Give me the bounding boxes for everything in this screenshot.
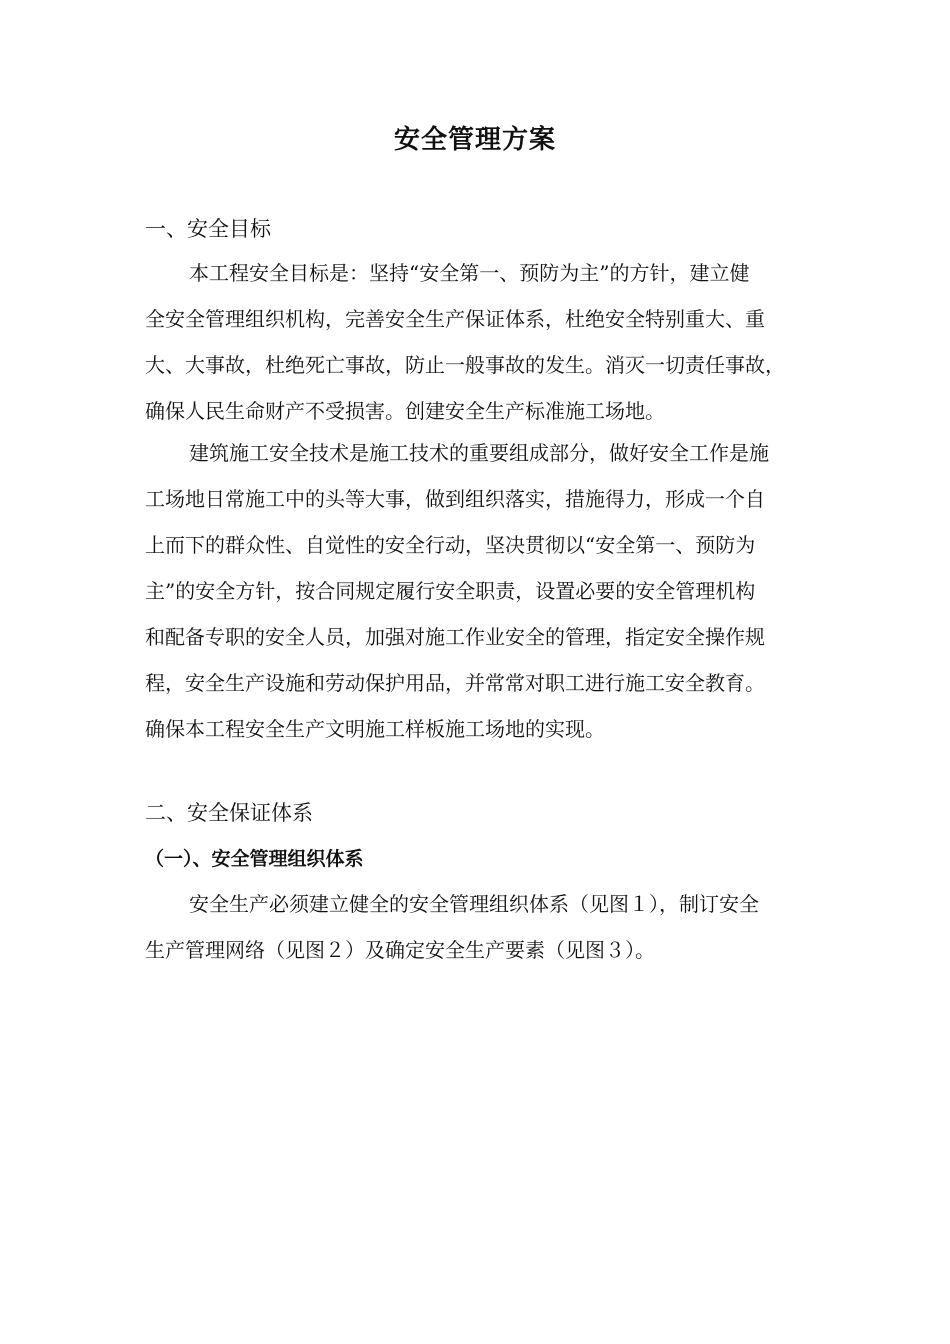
subsection-heading-organization: （一）、安全管理组织体系 — [145, 848, 364, 870]
paragraph-line: 确保人民生命财产不受损害。创建安全生产标准施工场地。 — [145, 399, 665, 423]
paragraph-line: 安全生产必须建立健全的安全管理组织体系（见图１），制订安全 — [189, 892, 759, 916]
document-title: 安全管理方案 — [393, 125, 556, 155]
paragraph-line: 全安全管理组织机构，完善安全生产保证体系，杜绝安全特别重大、重 — [145, 307, 765, 331]
section-heading-safety-goals: 一、安全目标 — [145, 217, 271, 241]
paragraph-construction-safety — [145, 430, 865, 752]
paragraph-line: 本工程安全目标是：坚持“安全第一、预防为主”的方针，建立健 — [189, 261, 750, 285]
paragraph-line: 建筑施工安全技术是施工技术的重要组成部分，做好安全工作是施 — [189, 441, 769, 465]
section-heading-safety-assurance: 二、安全保证体系 — [145, 801, 313, 825]
paragraph-line: 确保本工程安全生产文明施工样板施工场地的实现。 — [145, 717, 605, 741]
paragraph-line: 生产管理网络（见图２）及确定安全生产要素（见图３）。 — [145, 938, 655, 962]
paragraph-line: 大、大事故，杜绝死亡事故，防止一般事故的发生。消灭一切责任事故， — [145, 353, 785, 377]
paragraph-line: 程，安全生产设施和劳动保护用品，并常常对职工进行施工安全教育。 — [145, 671, 765, 695]
paragraph-line: 主”的安全方针，按合同规定履行安全职责，设置必要的安全管理机构 — [145, 579, 756, 603]
paragraph-line: 工场地日常施工中的头等大事，做到组织落实，措施得力，形成一个自 — [145, 487, 765, 511]
paragraph-organization-system — [145, 881, 865, 973]
paragraph-line: 上而下的群众性、自觉性的安全行动，坚决贯彻以“安全第一、预防为 — [145, 533, 756, 557]
paragraph-safety-goals — [145, 250, 865, 434]
paragraph-line: 和配备专职的安全人员，加强对施工作业安全的管理，指定安全操作规 — [145, 625, 765, 649]
